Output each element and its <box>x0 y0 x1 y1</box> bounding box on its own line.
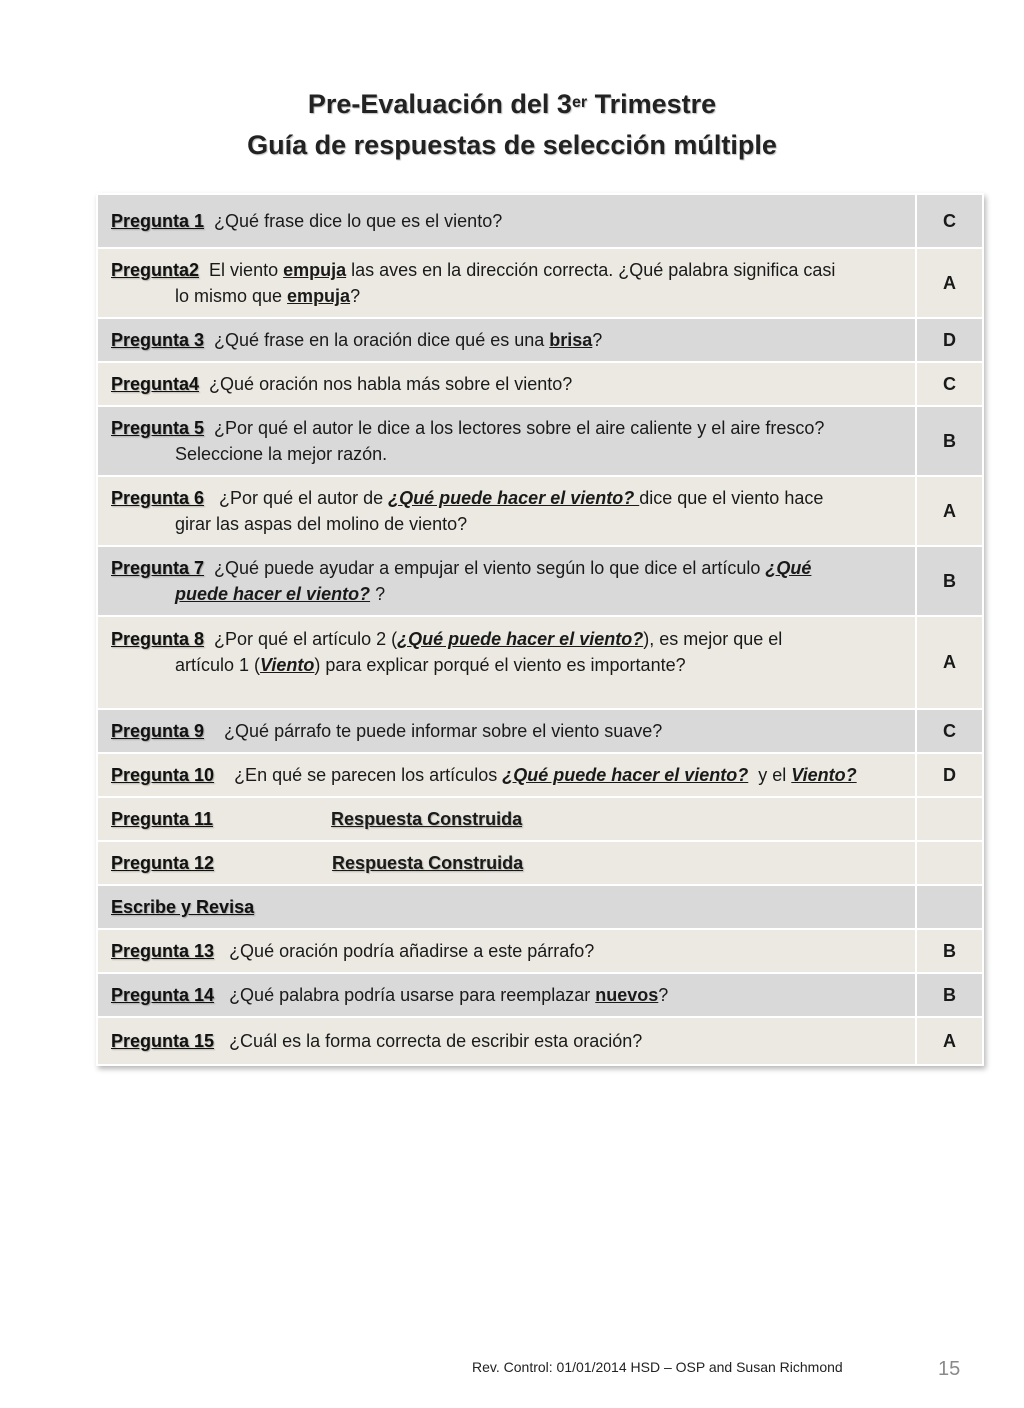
question-text: ¿En qué se parecen los artículos <box>234 765 503 785</box>
table-row <box>97 753 983 797</box>
question-text: ¿Por qué el artículo 2 ( <box>214 629 398 649</box>
answer-cell <box>916 797 983 841</box>
answer-cell: B <box>916 973 983 1017</box>
article-title: ¿Qué puede hacer el viento? <box>388 488 640 508</box>
question-text: ? <box>350 286 361 306</box>
question-text: ), es mejor que el <box>643 629 783 649</box>
question-text: ¿Qué frase dice lo que es el viento? <box>214 211 503 231</box>
question-label: Pregunta 9 <box>111 721 205 741</box>
question-label: Pregunta 10 <box>111 765 215 785</box>
constructed-response-label: Respuesta Construida <box>332 853 524 873</box>
answer-cell <box>916 885 983 929</box>
answer-cell: B <box>916 546 983 616</box>
question-label: Pregunta 1 <box>111 211 205 231</box>
article-title: Viento? <box>791 765 857 785</box>
question-label: Pregunta2 <box>111 260 200 280</box>
question-label: Pregunta4 <box>111 374 200 394</box>
question-label: Pregunta 13 <box>111 941 215 961</box>
question-cell <box>97 753 916 797</box>
table-row <box>97 546 983 616</box>
keyword: empuja <box>283 260 347 280</box>
table-row <box>97 362 983 406</box>
question-cell <box>97 797 916 841</box>
question-text: ¿Cuál es la forma correcta de escribir esta oración? <box>229 1031 643 1051</box>
question-text: ¿Qué oración nos habla más sobre el viento? <box>209 374 573 394</box>
question-text: ? <box>592 330 603 350</box>
answer-cell: D <box>916 753 983 797</box>
table-row <box>97 616 983 709</box>
keyword: brisa <box>549 330 593 350</box>
table-row <box>97 406 983 476</box>
question-text: ¿Qué palabra podría usarse para reemplazar <box>229 985 596 1005</box>
question-cell <box>97 318 916 362</box>
question-label: Pregunta 5 <box>111 418 205 438</box>
table-row <box>97 929 983 973</box>
question-cell <box>97 476 916 546</box>
answer-cell: A <box>916 616 983 709</box>
question-cell <box>97 973 916 1017</box>
question-text: lo mismo que <box>175 286 288 306</box>
title-superscript: er <box>571 94 588 111</box>
question-text: ¿Qué oración podría añadirse a este párrafo? <box>229 941 595 961</box>
question-label: Pregunta 15 <box>111 1031 215 1051</box>
question-text: ? <box>658 985 669 1005</box>
answer-cell <box>916 841 983 885</box>
question-text: El viento <box>209 260 284 280</box>
question-continuation <box>111 581 901 607</box>
constructed-response-label: Respuesta Construida <box>331 809 523 829</box>
section-header: Escribe y Revisa <box>111 897 255 917</box>
article-title: puede hacer el viento? <box>175 584 371 604</box>
section-header-cell <box>97 885 916 929</box>
answer-cell: C <box>916 362 983 406</box>
answer-cell: C <box>916 709 983 753</box>
question-text: ¿Por qué el autor de <box>219 488 389 508</box>
table-row <box>97 248 983 318</box>
question-text: ¿Qué párrafo te puede informar sobre el viento suave? <box>224 721 663 741</box>
article-title: Viento <box>260 655 315 675</box>
question-label: Pregunta 12 <box>111 853 215 873</box>
question-cell <box>97 1017 916 1065</box>
question-text: ) para explicar porqué el viento es importante? <box>314 655 686 675</box>
article-title: ¿Qué puede hacer el viento? <box>397 629 644 649</box>
question-continuation <box>111 652 901 678</box>
question-text: y el <box>748 765 792 785</box>
keyword: nuevos <box>595 985 659 1005</box>
question-text: ¿Qué frase en la oración dice qué es una <box>214 330 550 350</box>
question-text: ¿Qué puede ayudar a empujar el viento según lo que dice el artículo <box>214 558 766 578</box>
answer-cell: A <box>916 248 983 318</box>
question-text: ¿Por qué el autor le dice a los lectores sobre el aire caliente y el aire fresco? <box>214 418 825 438</box>
question-label: Pregunta 6 <box>111 488 205 508</box>
article-title: ¿Qué <box>765 558 812 578</box>
table-row <box>97 841 983 885</box>
question-cell <box>97 546 916 616</box>
page-number: 15 <box>938 1358 961 1380</box>
title-line-1 <box>0 84 1024 125</box>
question-text: ? <box>370 584 386 604</box>
question-cell <box>97 929 916 973</box>
question-text: las aves en la dirección correcta. ¿Qué palabra significa casi <box>346 260 836 280</box>
answer-cell: B <box>916 929 983 973</box>
document-title <box>0 84 1024 166</box>
question-continuation <box>111 283 901 309</box>
question-cell <box>97 194 916 248</box>
answer-cell: A <box>916 476 983 546</box>
table-row <box>97 476 983 546</box>
question-text: dice que el viento hace <box>639 488 824 508</box>
question-cell <box>97 248 916 318</box>
table-row <box>97 1017 983 1065</box>
question-cell <box>97 841 916 885</box>
article-title: ¿Qué puede hacer el viento? <box>502 765 749 785</box>
title-text: Pre-Evaluación del 3 <box>307 89 572 119</box>
answer-cell: A <box>916 1017 983 1065</box>
question-label: Pregunta 11 <box>111 809 214 829</box>
title-text-end: Trimestre <box>587 89 717 119</box>
question-text: artículo 1 ( <box>175 655 261 675</box>
table-row <box>97 797 983 841</box>
question-label: Pregunta 8 <box>111 629 205 649</box>
title-line-2: Guía de respuestas de selección múltiple <box>247 130 777 160</box>
footer-revision-control: Rev. Control: 01/01/2014 HSD – OSP and Susan Richmond <box>472 1359 843 1375</box>
table-row <box>97 885 983 929</box>
question-label: Pregunta 14 <box>111 985 215 1005</box>
table-row <box>97 973 983 1017</box>
answer-cell: B <box>916 406 983 476</box>
keyword: empuja <box>287 286 351 306</box>
question-label: Pregunta 3 <box>111 330 205 350</box>
question-cell <box>97 406 916 476</box>
table-row <box>97 709 983 753</box>
question-cell <box>97 616 916 709</box>
question-continuation: girar las aspas del molino de viento? <box>175 514 468 534</box>
answer-cell: C <box>916 194 983 248</box>
question-cell <box>97 709 916 753</box>
answer-cell: D <box>916 318 983 362</box>
question-continuation: Seleccione la mejor razón. <box>175 444 388 464</box>
table-row <box>97 318 983 362</box>
table-row <box>97 194 983 248</box>
question-label: Pregunta 7 <box>111 558 205 578</box>
question-cell <box>97 362 916 406</box>
answer-key-table <box>96 193 984 1066</box>
